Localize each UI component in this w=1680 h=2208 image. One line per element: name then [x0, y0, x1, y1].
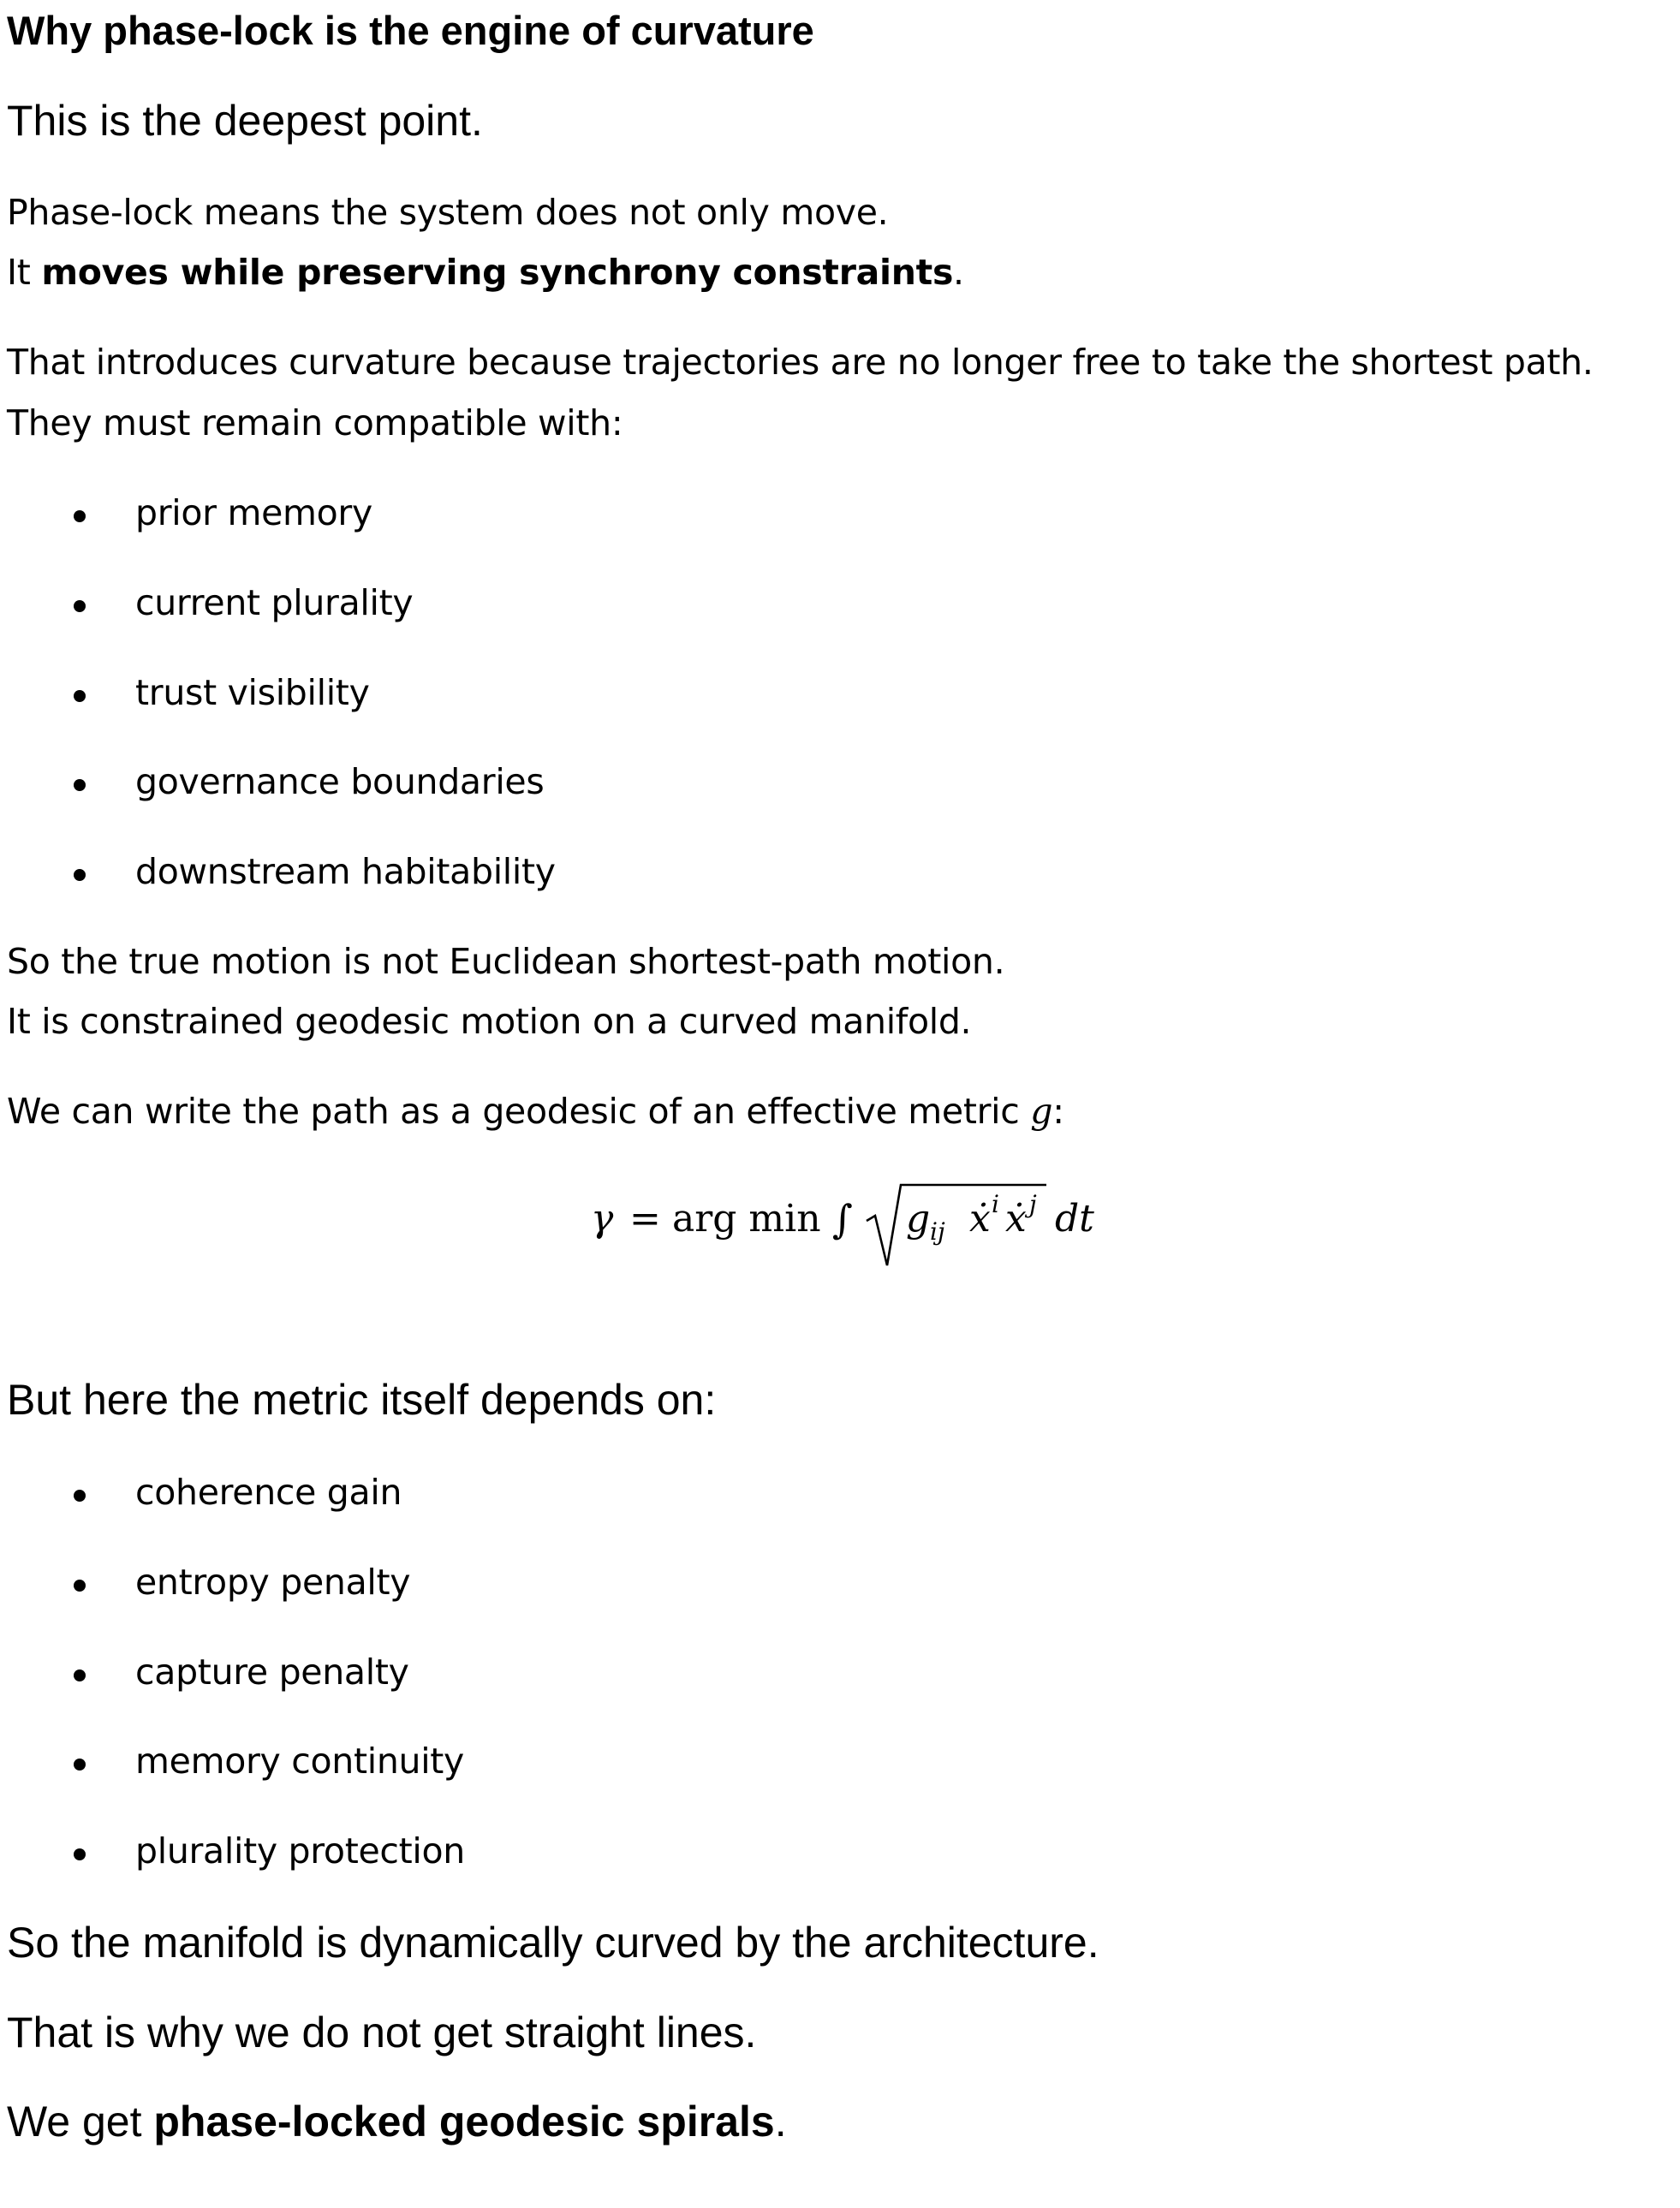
bullet-dot	[74, 1490, 86, 1502]
para1-line2-emphasis: moves while preserving synchrony constraints	[41, 252, 954, 293]
bullet-dot	[74, 1669, 86, 1681]
para7-text: That is why we do not get straight lines.	[7, 2009, 757, 2056]
para2-line1: That introduces curvature because trajectories are no longer free to take the shortest path.	[7, 342, 1594, 383]
list-item: trust visibility	[135, 672, 370, 713]
bullet-dot	[74, 600, 86, 612]
xdot-1-superscript: i	[992, 1190, 999, 1218]
para4-line	[7, 1091, 1064, 1132]
geodesic-equation	[591, 1164, 1122, 1276]
list-item: prior memory	[135, 492, 372, 533]
list-item: downstream habitability	[135, 851, 556, 892]
para4-text: We can write the path as a geodesic of an effective metric	[7, 1091, 1031, 1132]
list-item: plurality protection	[135, 1830, 465, 1872]
bullet-dot	[74, 510, 86, 522]
xdot-2-superscript: j	[1029, 1190, 1037, 1218]
para8-emphasis: phase-locked geodesic spirals	[153, 2098, 775, 2146]
para5-text: But here the metric itself depends on:	[7, 1376, 717, 1424]
para8-post: .	[774, 2098, 787, 2146]
bullet-dot	[74, 1580, 86, 1592]
list-item: coherence gain	[135, 1472, 402, 1513]
bullet-dot	[74, 779, 86, 791]
section-heading: Why phase-lock is the engine of curvature	[7, 8, 814, 53]
dt-differential: dt	[1055, 1197, 1094, 1241]
metric-subscript: ij	[930, 1217, 945, 1246]
para8-pre: We get	[7, 2098, 154, 2146]
para4-end: :	[1052, 1091, 1064, 1132]
para6-text: So the manifold is dynamically curved by the architecture.	[7, 1919, 1099, 1967]
list-item: entropy penalty	[135, 1562, 411, 1603]
bullet-dot	[74, 1759, 86, 1771]
bullet-dot	[74, 1848, 86, 1860]
para1-line2-pre: It	[7, 252, 42, 293]
xdot-1: ẋ	[969, 1197, 991, 1241]
list-item: current plurality	[135, 582, 414, 623]
para1-line1: Phase-lock means the system does not only move.	[7, 192, 889, 233]
list-item: capture penalty	[135, 1652, 409, 1693]
bullet-dot	[74, 690, 86, 702]
para3-line1: So the true motion is not Euclidean shortest-path motion.	[7, 941, 1005, 982]
intro-text: This is the deepest point.	[7, 97, 483, 145]
bullet-dot	[74, 869, 86, 881]
para8-line	[7, 2098, 787, 2146]
gamma-symbol: γ	[591, 1197, 614, 1241]
list-item: memory continuity	[135, 1741, 465, 1782]
xdot-2: ẋ	[1005, 1197, 1027, 1241]
para1-line2	[7, 252, 964, 293]
para1-line2-post: .	[953, 252, 964, 293]
integral-sign: ∫	[832, 1196, 853, 1242]
metric-g: g	[906, 1197, 931, 1241]
para2-line2: They must remain compatible with:	[7, 402, 623, 443]
metric-symbol: g	[1030, 1091, 1053, 1132]
argmin-operator: arg min	[672, 1197, 821, 1241]
para3-line2: It is constrained geodesic motion on a curved manifold.	[7, 1001, 972, 1042]
list-item: governance boundaries	[135, 761, 545, 802]
equals-sign: =	[629, 1197, 661, 1241]
